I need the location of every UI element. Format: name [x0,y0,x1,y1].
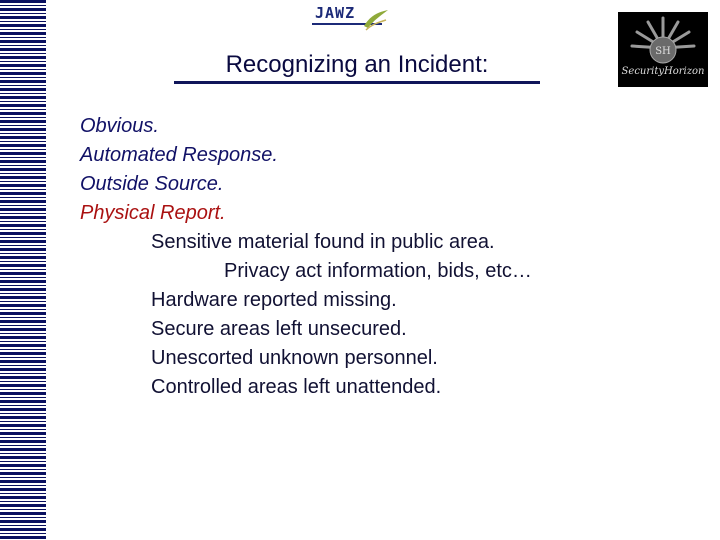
decorative-stripe-bar [0,0,52,540]
security-horizon-logo [618,12,708,87]
bullet-list [80,112,532,402]
title-underline [174,81,540,84]
sh-initials: SH [655,46,671,57]
list-item: Automated Response. [80,144,278,166]
jawz-logo-text: JAWZ [315,4,356,22]
list-item: Secure areas left unsecured. [151,318,407,340]
list-item: Physical Report. [80,202,226,224]
list-item: Unescorted unknown personnel. [151,347,438,369]
list-item: Privacy act information, bids, etc… [224,260,532,282]
slide-title: Recognizing an Incident: [225,51,489,78]
list-item: Hardware reported missing. [151,289,397,311]
list-item: Outside Source. [80,173,224,195]
list-item: Obvious. [80,115,159,137]
list-item: Sensitive material found in public area. [151,231,495,253]
jawz-logo [312,4,392,36]
list-item: Controlled areas left unattended. [151,376,442,398]
leaf-swoosh-icon [362,8,390,32]
security-horizon-name: SecurityHorizon [621,66,705,77]
